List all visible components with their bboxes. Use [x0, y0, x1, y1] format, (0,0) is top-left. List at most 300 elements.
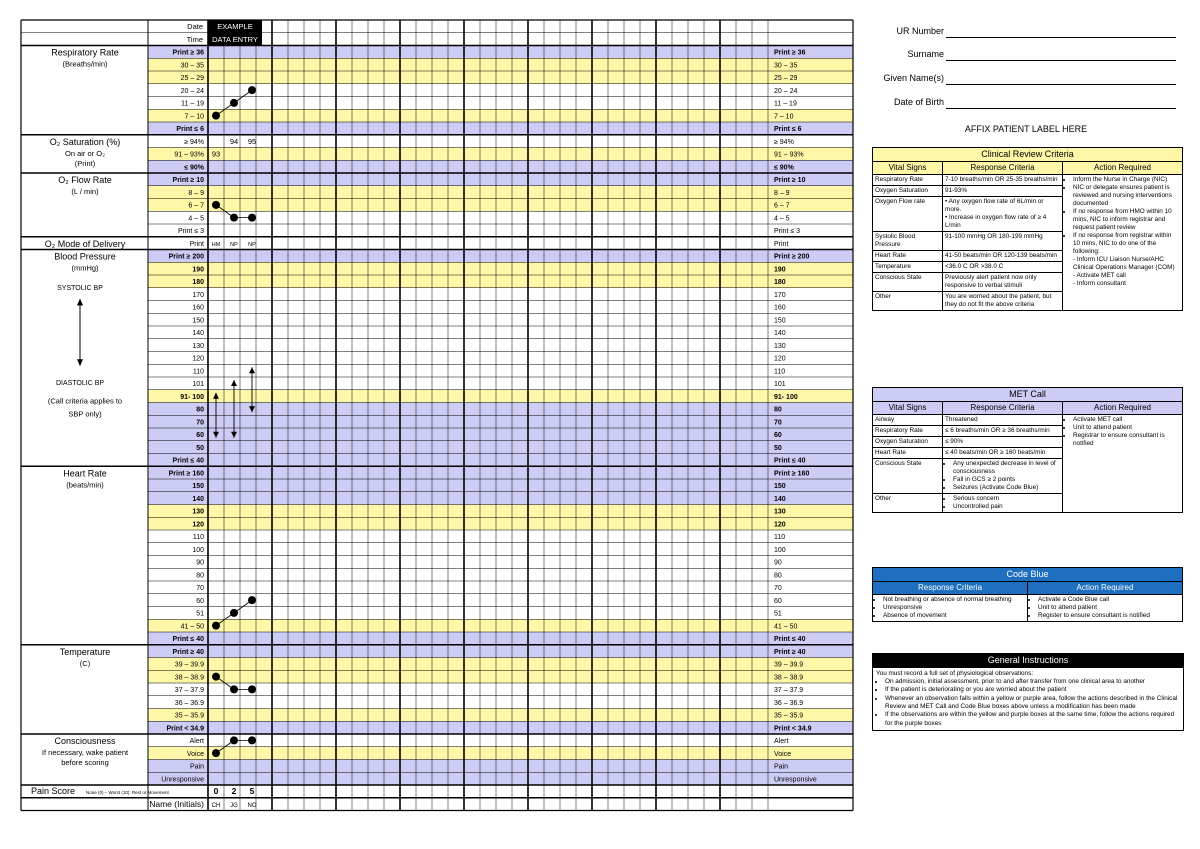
date-label: Date	[187, 22, 203, 31]
crc-criteria-line: 41-50 beats/min OR 120-139 beats/min	[945, 252, 1057, 260]
row-label-left: 150	[192, 483, 204, 490]
row-label-left: 80	[196, 406, 204, 414]
row-band	[148, 186, 853, 199]
crc-criteria	[943, 292, 1063, 311]
cons-point	[230, 736, 238, 744]
hr-point	[230, 609, 238, 617]
row-label-right: Print ≥ 160	[774, 470, 810, 478]
row-band	[148, 352, 853, 365]
row-label-right: 60	[774, 432, 782, 439]
row-band	[148, 97, 853, 110]
crc-criteria	[943, 232, 1063, 251]
pain-value: 5	[249, 786, 255, 796]
row-band	[148, 250, 853, 263]
row-label-left: 35 – 35.9	[174, 712, 204, 720]
row-band	[148, 645, 853, 658]
row-band	[148, 262, 853, 275]
row-label-left: Unresponsive	[161, 776, 204, 784]
row-band	[148, 670, 853, 683]
row-label-left: 90	[196, 559, 204, 567]
row-band	[148, 313, 853, 326]
row-band	[148, 58, 853, 71]
met-criteria: ≤ 90%	[943, 437, 1063, 448]
row-label-left: 37 – 37.9	[174, 687, 204, 694]
temp-point	[230, 685, 238, 693]
row-label-left: 170	[192, 291, 204, 299]
row-label-right: 50	[774, 444, 782, 452]
row-label-left: Print ≥ 36	[172, 49, 204, 57]
row-label-right: 140	[774, 330, 786, 337]
row-label-right: 120	[774, 521, 786, 529]
general-item: • If the patient is deteriorating or you are worried about the patient	[885, 686, 1180, 694]
row-label-left: 38 – 38.9	[174, 674, 204, 682]
row-label-left: Print ≤ 3	[177, 228, 204, 235]
met-action-item: • Unit to attend patient	[1073, 424, 1180, 432]
row-label-left: 39 – 39.9	[174, 661, 204, 669]
crc-criteria	[943, 197, 1063, 232]
row-label-right: 6 – 7	[774, 202, 790, 210]
crc-criteria-line: 91-93%	[945, 187, 968, 195]
row-band	[148, 109, 853, 122]
met-conscious-list	[945, 460, 1060, 492]
name-title: Name (Initials)	[149, 798, 204, 809]
crc-vital: Conscious State	[873, 273, 943, 292]
crc-action-item: • If no response from registrar within 10 mins, NIC to do one of the following:	[1073, 232, 1180, 256]
row-label-left: Voice	[186, 750, 204, 758]
crc-action-item: • If no response from HMO within 10 mins, NIC to inform registrar and request patient review	[1073, 208, 1180, 232]
row-band	[148, 199, 853, 212]
row-label-right: 36 – 36.9	[774, 699, 804, 707]
row-label-right: Unresponsive	[774, 776, 817, 784]
row-label-left: 25 – 29	[180, 75, 204, 82]
crc-criteria-line: Previously alert patient now only responsive to verbal stimuli	[945, 274, 1037, 290]
met-other-item: • Uncontrolled pain	[953, 503, 1060, 511]
row-band	[148, 607, 853, 620]
row-band	[148, 466, 853, 479]
met-vital: Airway	[873, 415, 943, 426]
row-label-right: 30 – 35	[774, 62, 798, 70]
row-label-left: 7 – 10	[184, 113, 204, 121]
row-label-right: Print < 34.9	[774, 725, 812, 733]
code-blue-action: • Unit to attend patient	[1038, 604, 1180, 612]
row-label-right: 70	[774, 585, 782, 592]
cons-point	[248, 736, 256, 744]
crc-h3: Action Required	[1063, 162, 1183, 175]
row-label-left: 70	[196, 585, 204, 592]
code-blue-criteria	[875, 596, 1025, 620]
clinical-review-table	[872, 147, 1183, 311]
general-instructions	[872, 653, 1184, 731]
diastolic-label: DIASTOLIC BP	[55, 380, 105, 387]
section-sub-o2sat: On air or O₂	[64, 148, 106, 158]
row-band	[148, 288, 853, 301]
row-label-left: 30 – 35	[180, 62, 204, 70]
ur-number-label: UR Number	[896, 26, 944, 36]
mode-value: NP	[230, 241, 238, 248]
crc-vital: Heart Rate	[873, 251, 943, 262]
crc-criteria-line: You are worried about the patient, but they do not fit the above criteria	[945, 293, 1052, 309]
row-label-right: Print ≥ 200	[774, 253, 810, 261]
row-label-right: 37 – 37.9	[774, 687, 804, 694]
o2flow-point	[230, 214, 238, 222]
row-label-left: 60	[196, 597, 204, 605]
row-band	[148, 46, 853, 59]
section-sub-bp: (mmHg)	[71, 263, 99, 273]
o2sat-value-3: 95	[247, 136, 257, 146]
met-call-title: MET Call	[873, 388, 1183, 402]
crc-action-item: - Inform ICU Liaison Nurse/AHC Clinical Operations Manager (COM)	[1073, 256, 1175, 272]
row-label-left: 100	[192, 546, 204, 554]
row-label-left: 11 – 19	[181, 100, 204, 108]
row-label-right: 180	[774, 279, 786, 286]
pain-value: 0	[213, 786, 219, 796]
row-label-right: Voice	[774, 750, 792, 758]
met-vital: Heart Rate	[873, 448, 943, 459]
general-item: • Whenever an observation falls within a yellow or purple area, follow the actions described in the Clinical Review and MET Call and Code Blue boxes above unless a modification has been made	[885, 695, 1180, 712]
row-label-right: Print ≤ 6	[774, 126, 802, 133]
ur-number-field[interactable]	[866, 26, 1186, 40]
row-label-left: ≥ 94%	[184, 138, 204, 146]
row-label-left: Print ≤ 40	[172, 457, 204, 465]
row-label-left: Print < 34.9	[166, 725, 204, 733]
row-label-left: 70	[196, 419, 204, 427]
met-vital: Respiratory Rate	[873, 426, 943, 437]
row-label-right: 101	[774, 381, 786, 388]
row-label-right: 110	[774, 534, 786, 541]
row-label-left: 120	[192, 355, 204, 363]
row-label-right: 130	[774, 508, 786, 516]
resp-point	[230, 99, 238, 107]
row-label-left: 8 – 9	[188, 189, 204, 197]
cb-h2: Action Required	[1028, 582, 1183, 595]
row-label-left: 20 – 24	[180, 87, 204, 95]
crc-action-item: • Inform the Nurse in Charge (NIC)	[1073, 176, 1180, 184]
row-label-left: 50	[196, 444, 204, 452]
row-label-right: Print ≥ 10	[774, 177, 806, 184]
systolic-label: SYSTOLIC BP	[57, 284, 103, 292]
row-label-right: 150	[774, 317, 786, 325]
row-label-right: 170	[774, 291, 786, 299]
row-band	[148, 760, 853, 773]
row-label-right: 4 – 5	[774, 215, 790, 223]
row-label-left: 101	[192, 381, 204, 388]
row-label-right: Print ≤ 3	[774, 228, 801, 235]
row-label-left: 190	[192, 266, 204, 274]
row-label-left: 160	[192, 304, 204, 312]
initials-value: JG	[230, 802, 238, 809]
row-band	[148, 148, 853, 161]
row-band	[148, 415, 853, 428]
row-band	[148, 441, 853, 454]
cons-point	[212, 749, 220, 757]
row-band	[148, 454, 853, 467]
row-label-left: Print ≤ 6	[176, 126, 204, 133]
code-blue-action: • Register to ensure consultant is notified	[1038, 612, 1180, 620]
o2flow-point	[212, 201, 220, 209]
given-names-label: Given Name(s)	[883, 73, 944, 83]
row-band	[148, 772, 853, 785]
met-other-list	[945, 495, 1060, 511]
section-sub-hr: (beats/min)	[66, 480, 104, 490]
row-label-right: 120	[774, 355, 786, 363]
row-label-right: ≥ 94%	[774, 138, 794, 146]
met-action-list	[1065, 416, 1180, 448]
met-conscious-item: • Fall in GCS ≥ 2 points	[953, 476, 1060, 484]
row-band	[148, 747, 853, 760]
row-label-right: 91 – 93%	[774, 151, 804, 159]
row-label-left: 91 – 93%	[174, 151, 204, 159]
crc-vital: Oxygen Flow rate	[873, 197, 943, 232]
met-vital: Oxygen Saturation	[873, 437, 943, 448]
section-title-hr: Heart Rate	[63, 468, 107, 479]
crc-action-list	[1065, 176, 1180, 288]
row-label-left: Print	[189, 240, 204, 248]
mode-value: HM	[211, 241, 221, 248]
row-band	[148, 479, 853, 492]
row-label-right: 7 – 10	[774, 113, 794, 121]
temp-point	[248, 685, 256, 693]
met-other-criteria	[943, 494, 1063, 513]
row-band	[148, 543, 853, 556]
row-band	[148, 568, 853, 581]
row-label-right: 80	[774, 406, 782, 414]
met-h2: Response Criteria	[943, 402, 1063, 415]
crc-actions	[1063, 175, 1183, 311]
crc-vital: Respiratory Rate	[873, 175, 943, 186]
o2sat-value-1: 93	[211, 149, 221, 159]
section-title-bp: Blood Pressure	[54, 251, 116, 262]
crc-vital: Other	[873, 292, 943, 311]
row-band	[148, 658, 853, 671]
row-label-left: 150	[192, 317, 204, 325]
row-label-right: 140	[774, 495, 786, 503]
example-line1: EXAMPLE	[217, 22, 253, 31]
crc-criteria	[943, 262, 1063, 273]
row-label-right: 80	[774, 572, 782, 580]
section-title-o2sat: O₂ Saturation (%)	[49, 136, 121, 147]
met-h3: Action Required	[1063, 402, 1183, 415]
crc-action-item: - Activate MET call	[1073, 272, 1126, 280]
section-sub-resp: (Breaths/min)	[62, 59, 108, 69]
row-band	[148, 224, 853, 237]
row-band	[148, 275, 853, 288]
section-sub-cons: If necessary, wake patient	[41, 748, 129, 757]
row-label-left: 110	[192, 534, 204, 541]
row-label-right: Pain	[774, 763, 789, 771]
row-label-left: 91- 100	[180, 393, 204, 401]
crc-h2: Response Criteria	[943, 162, 1063, 175]
initials-value: CH	[211, 802, 221, 809]
row-label-right: 51	[774, 610, 782, 618]
row-band	[148, 339, 853, 352]
met-conscious-criteria	[943, 459, 1063, 494]
affix-label-text: AFFIX PATIENT LABEL HERE	[964, 124, 1088, 134]
crc-vital: Temperature	[873, 262, 943, 273]
code-blue-title: Code Blue	[873, 568, 1183, 582]
general-list	[876, 678, 1180, 728]
pain-value: 2	[231, 786, 237, 796]
row-label-right: 25 – 29	[774, 75, 798, 82]
row-label-right: 160	[774, 304, 786, 312]
row-label-left: 80	[196, 572, 204, 580]
crc-criteria-line: 91-100 mmHg OR 180-199 mmHg	[945, 233, 1043, 241]
crc-criteria-line: <36.0 C OR >38.0 C	[945, 263, 1004, 271]
row-label-left: 60	[196, 432, 204, 439]
general-title: General Instructions	[873, 654, 1183, 668]
row-band	[148, 71, 853, 84]
row-label-left: Print ≥ 160	[168, 470, 204, 478]
row-band	[148, 619, 853, 632]
general-intro: You must record a full set of physiological observations:	[876, 669, 1034, 677]
row-band	[148, 709, 853, 722]
code-blue-criterion: • Unresponsive	[883, 604, 1025, 612]
dob-field[interactable]	[866, 97, 1186, 111]
code-blue-actions	[1030, 596, 1180, 620]
row-band	[148, 556, 853, 569]
row-label-left: 130	[192, 508, 204, 516]
bp-note2: SBP only)	[68, 409, 102, 419]
row-band	[148, 173, 853, 186]
row-label-right: 91- 100	[774, 393, 798, 401]
row-label-right: 190	[774, 266, 786, 274]
met-other-item: • Serious concern	[953, 495, 1060, 503]
row-band	[148, 160, 853, 173]
row-band	[148, 301, 853, 314]
met-other-label: Other	[873, 494, 943, 513]
section-sub2-cons: before scoring	[61, 758, 109, 767]
surname-field[interactable]	[866, 49, 1186, 63]
cb-h1: Response Criteria	[873, 582, 1028, 595]
row-label-right: 11 – 19	[774, 100, 797, 108]
bp-note1: (Call criteria applies to	[47, 396, 123, 406]
row-band	[148, 377, 853, 390]
row-label-left: 130	[192, 342, 204, 350]
row-band	[148, 505, 853, 518]
met-criteria: Threatened	[943, 415, 1063, 426]
resp-point	[248, 86, 256, 94]
row-label-left: Print ≥ 200	[168, 253, 204, 261]
row-label-left: 140	[192, 495, 204, 503]
bp-arrow-up-head	[77, 299, 83, 306]
row-label-right: 110	[774, 368, 786, 376]
section-title-temp: Temperature	[59, 646, 111, 657]
row-label-left: Print ≥ 40	[172, 648, 204, 656]
row-label-left: 110	[192, 368, 204, 376]
row-label-left: 41 – 50	[180, 623, 204, 631]
crc-criteria-line: 7-10 breaths/min OR 25-35 breaths/min	[945, 176, 1058, 184]
met-conscious-label: Conscious State	[873, 459, 943, 494]
row-label-right: Print ≤ 40	[774, 457, 806, 465]
row-label-right: ≤ 90%	[774, 164, 794, 172]
row-band	[148, 122, 853, 135]
code-blue-table	[872, 567, 1183, 622]
row-label-left: ≤ 90%	[184, 164, 204, 172]
row-band	[148, 581, 853, 594]
met-conscious-item: • Any unexpected decrease in level of consciousness	[953, 460, 1060, 476]
row-label-right: 70	[774, 419, 782, 427]
met-criteria: ≤ 40 beats/min OR ≥ 160 beats/min	[943, 448, 1063, 459]
time-label: Time	[186, 34, 203, 44]
crc-criteria	[943, 251, 1063, 262]
crc-criteria-line: • Any oxygen flow rate of 6L/min or more.	[945, 198, 1044, 214]
crc-criteria-line: • Increase in oxygen flow rate of ≥ 4 L/min	[945, 214, 1047, 230]
row-label-left: Print ≥ 10	[172, 177, 204, 184]
resp-point	[212, 112, 220, 120]
row-label-right: 130	[774, 342, 786, 350]
general-item: • On admission, initial assessment, prior to and after transfer from one clinical area to another	[885, 678, 1180, 686]
row-label-left: Pain	[189, 763, 204, 771]
row-label-right: Print ≤ 40	[774, 636, 806, 643]
row-band	[148, 492, 853, 505]
row-band	[148, 721, 853, 734]
met-action-item: • Activate MET call	[1073, 416, 1180, 424]
row-label-left: 6 – 7	[188, 202, 204, 210]
met-actions	[1063, 415, 1183, 513]
row-label-left: 140	[192, 330, 204, 337]
met-criteria: ≤ 6 breaths/min OR ≥ 36 breaths/min	[943, 426, 1063, 437]
o2sat-value-2: 94	[229, 136, 239, 146]
code-blue-criterion: • Not breathing or absence of normal breathing	[883, 596, 1025, 604]
row-label-right: 20 – 24	[774, 87, 798, 95]
given-names-field[interactable]	[866, 73, 1186, 87]
met-h1: Vital Signs	[873, 402, 943, 415]
initials-value: NO	[247, 802, 257, 809]
row-label-left: 36 – 36.9	[174, 699, 204, 707]
row-band	[148, 517, 853, 530]
crc-h1: Vital Signs	[873, 162, 943, 175]
section-title-cons: Consciousness	[54, 736, 116, 746]
crc-criteria	[943, 186, 1063, 197]
temp-point	[212, 673, 220, 681]
section-title-o2mode: O₂ Mode of Delivery	[44, 238, 126, 249]
row-band	[148, 326, 853, 339]
row-label-right: 35 – 35.9	[774, 712, 804, 720]
row-label-right: Print ≥ 36	[774, 49, 806, 57]
o2flow-point	[248, 214, 256, 222]
mode-value: NP	[248, 241, 256, 248]
row-label-right: Alert	[774, 738, 789, 745]
code-blue-action: • Activate a Code Blue call	[1038, 596, 1180, 604]
row-label-right: Print ≥ 40	[774, 648, 806, 656]
crc-criteria	[943, 175, 1063, 186]
row-band	[148, 403, 853, 416]
row-label-left: 120	[192, 521, 204, 529]
row-label-right: 150	[774, 483, 786, 490]
row-label-left: 51	[196, 610, 204, 618]
crc-criteria	[943, 273, 1063, 292]
section-sub-temp: (C)	[79, 658, 91, 668]
general-item: • If the observations are within the yellow and purple boxes at the same time, follow the actions required for the purple boxes	[885, 711, 1180, 728]
row-band	[148, 696, 853, 709]
pain-title: Pain Score	[31, 786, 76, 796]
example-line2: DATA ENTRY	[212, 34, 258, 44]
row-band	[148, 390, 853, 403]
row-label-right: 8 – 9	[774, 189, 790, 197]
row-label-right: Print	[774, 240, 789, 248]
section-title-o2flow: O₂ Flow Rate	[58, 175, 112, 185]
row-label-left: 4 – 5	[188, 215, 204, 223]
section-sub-o2flow: (L / min)	[71, 187, 99, 196]
met-conscious-item: • Seizures (Activate Code Blue)	[953, 484, 1060, 492]
hr-point	[212, 622, 220, 630]
section-title-resp: Respiratory Rate	[51, 47, 119, 58]
row-label-left: Print ≤ 40	[172, 636, 204, 643]
row-label-right: 100	[774, 546, 786, 554]
row-band	[148, 364, 853, 377]
code-blue-criterion: • Absence of movement	[883, 612, 1025, 620]
row-label-right: 39 – 39.9	[774, 661, 804, 669]
dob-label: Date of Birth	[893, 97, 944, 107]
